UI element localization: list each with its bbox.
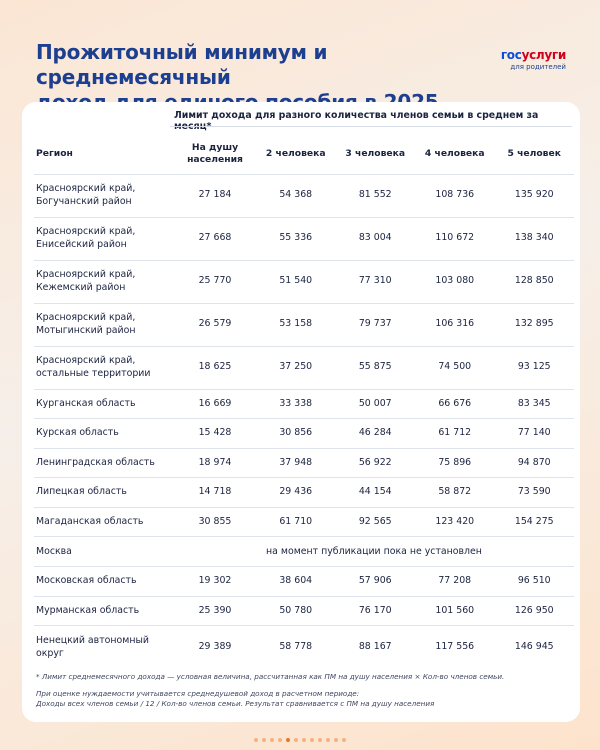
region-name-line1: Ненецкий автономный [36, 635, 149, 646]
region-name-line1: Магаданская область [36, 515, 144, 527]
region-name-line1: Липецкая область [36, 486, 127, 498]
value-three: 88 167 [336, 626, 416, 669]
value-five: 154 275 [495, 507, 575, 537]
col-header-four: 4 человека [415, 134, 495, 174]
not-set-note: на момент публикации пока не установлен [174, 537, 574, 567]
col-header-three: 3 человека [336, 134, 416, 174]
value-four: 123 420 [415, 507, 495, 537]
value-two: 53 158 [256, 303, 336, 346]
col-header-per-capita-line1: На душу [191, 141, 239, 153]
region-name-line2: Мотыгинский район [36, 324, 136, 336]
value-three: 56 922 [336, 448, 416, 478]
value-five: 94 870 [495, 448, 575, 478]
region-cell [34, 389, 174, 419]
region-cell [34, 596, 174, 626]
region-name-line1: Красноярский край, [36, 312, 136, 323]
col-header-per-capita-line2: населения [187, 153, 243, 165]
value-five: 93 125 [495, 346, 575, 389]
value-two: 51 540 [256, 260, 336, 303]
logo-part-2: услуги [521, 48, 566, 62]
table-header-row [34, 134, 574, 174]
value-four: 61 712 [415, 419, 495, 449]
value-five: 77 140 [495, 419, 575, 449]
value-two: 61 710 [256, 507, 336, 537]
value-five: 96 510 [495, 567, 575, 597]
table-row [34, 217, 574, 260]
value-five: 128 850 [495, 260, 575, 303]
table-row [34, 419, 574, 449]
table-row [34, 389, 574, 419]
value-three: 46 284 [336, 419, 416, 449]
value-two: 58 778 [256, 626, 336, 669]
value-three: 77 310 [336, 260, 416, 303]
value-five: 138 340 [495, 217, 575, 260]
page-dot[interactable] [270, 738, 274, 742]
value-per-capita: 16 669 [174, 389, 256, 419]
region-name-line2: Енисейский район [36, 238, 127, 250]
region-name-line2: остальные территории [36, 367, 151, 379]
value-five: 126 950 [495, 596, 575, 626]
value-per-capita: 15 428 [174, 419, 256, 449]
value-three: 55 875 [336, 346, 416, 389]
region-name-line1: Москва [36, 545, 72, 557]
logo-wordmark [501, 48, 566, 62]
value-two: 37 250 [256, 346, 336, 389]
title-line-1: Прожиточный минимум и среднемесячный [36, 40, 328, 89]
table-row [34, 596, 574, 626]
value-two: 38 604 [256, 567, 336, 597]
limit-header: Лимит дохода для разного количества членов семьи в среднем за [174, 110, 539, 121]
value-two: 50 780 [256, 596, 336, 626]
value-five: 83 345 [495, 389, 575, 419]
region-name-line2: Кежемский район [36, 281, 126, 293]
value-four: 101 560 [415, 596, 495, 626]
region-cell [34, 174, 174, 217]
value-three: 92 565 [336, 507, 416, 537]
pagination-dots [0, 727, 600, 746]
value-per-capita: 18 974 [174, 448, 256, 478]
page-dot[interactable] [310, 738, 314, 742]
value-five: 132 895 [495, 303, 575, 346]
page-dot[interactable] [326, 738, 330, 742]
value-five: 146 945 [495, 626, 575, 669]
page-dot[interactable] [262, 738, 266, 742]
value-four: 58 872 [415, 478, 495, 508]
gosuslugi-logo[interactable] [501, 48, 566, 71]
value-two: 30 856 [256, 419, 336, 449]
value-per-capita: 18 625 [174, 346, 256, 389]
region-name-line1: Курская область [36, 427, 119, 439]
value-per-capita: 30 855 [174, 507, 256, 537]
region-name-line2: округ [36, 647, 64, 659]
region-cell [34, 537, 174, 567]
region-name-line1: Красноярский край, [36, 226, 136, 237]
footnote-3: Доходы всех членов семьи / 12 / Кол-во членов семьи. Результат сравнивается с ПМ на душу населения [36, 699, 435, 708]
table-row [34, 174, 574, 217]
value-four: 110 672 [415, 217, 495, 260]
value-five: 73 590 [495, 478, 575, 508]
value-four: 66 676 [415, 389, 495, 419]
col-header-region: Регион [34, 134, 174, 174]
region-cell [34, 303, 174, 346]
value-five: 135 920 [495, 174, 575, 217]
value-per-capita: 27 184 [174, 174, 256, 217]
value-three: 81 552 [336, 174, 416, 217]
table-row [34, 346, 574, 389]
value-two: 33 338 [256, 389, 336, 419]
value-three: 79 737 [336, 303, 416, 346]
region-cell [34, 419, 174, 449]
col-header-two: 2 человека [256, 134, 336, 174]
page-dot[interactable] [302, 738, 306, 742]
value-four: 108 736 [415, 174, 495, 217]
value-three: 57 906 [336, 567, 416, 597]
footnotes [36, 672, 566, 709]
page-dot[interactable] [278, 738, 282, 742]
page-dot[interactable] [294, 738, 298, 742]
value-four: 75 896 [415, 448, 495, 478]
table-row [34, 448, 574, 478]
value-four: 106 316 [415, 303, 495, 346]
income-table [34, 134, 574, 669]
region-name-line2: Богучанский район [36, 195, 132, 207]
table-row [34, 303, 574, 346]
page-dot-active[interactable] [286, 738, 290, 742]
region-cell [34, 260, 174, 303]
region-name-line1: Красноярский край, [36, 355, 136, 366]
region-name-line1: Московская область [36, 575, 137, 587]
value-four: 117 556 [415, 626, 495, 669]
region-name-line1: Красноярский край, [36, 183, 136, 194]
value-two: 54 368 [256, 174, 336, 217]
value-per-capita: 14 718 [174, 478, 256, 508]
table-row [34, 567, 574, 597]
value-three: 44 154 [336, 478, 416, 508]
col-header-per-capita [174, 134, 256, 174]
region-cell [34, 507, 174, 537]
logo-subtitle: для родителей [510, 63, 566, 71]
region-cell [34, 346, 174, 389]
table-row [34, 507, 574, 537]
footnote-1: * Лимит среднемесячного дохода — условная величина, рассчитанная как ПМ на душу населения × Кол-во членов семьи. [36, 672, 505, 681]
value-three: 83 004 [336, 217, 416, 260]
page-dot[interactable] [318, 738, 322, 742]
table-body [34, 174, 574, 669]
region-cell [34, 217, 174, 260]
limit-divider [170, 126, 572, 127]
value-two: 55 336 [256, 217, 336, 260]
value-four: 77 208 [415, 567, 495, 597]
region-name-line1: Ленинградская область [36, 456, 155, 468]
value-per-capita: 27 668 [174, 217, 256, 260]
region-name-line1: Мурманская область [36, 604, 140, 616]
value-two: 29 436 [256, 478, 336, 508]
table-row [34, 537, 574, 567]
value-four: 103 080 [415, 260, 495, 303]
page-dot[interactable] [342, 738, 346, 742]
region-cell [34, 567, 174, 597]
logo-part-1: гос [500, 48, 522, 62]
table-row [34, 626, 574, 669]
page-dot[interactable] [334, 738, 338, 742]
region-cell [34, 478, 174, 508]
page-dot[interactable] [254, 738, 258, 742]
value-three: 50 007 [336, 389, 416, 419]
value-two: 37 948 [256, 448, 336, 478]
region-name-line1: Курганская область [36, 397, 136, 409]
table-card [22, 102, 580, 722]
value-per-capita: 19 302 [174, 567, 256, 597]
value-three: 76 170 [336, 596, 416, 626]
table-row [34, 478, 574, 508]
value-per-capita: 26 579 [174, 303, 256, 346]
value-per-capita: 25 770 [174, 260, 256, 303]
value-four: 74 500 [415, 346, 495, 389]
table-row [34, 260, 574, 303]
region-name-line1: Красноярский край, [36, 269, 136, 280]
region-cell [34, 626, 174, 669]
footnote-2: При оценке нуждаемости учитывается среднедушевой доход в расчетном периоде: [36, 689, 360, 698]
value-per-capita: 25 390 [174, 596, 256, 626]
col-header-five: 5 человек [495, 134, 575, 174]
value-per-capita: 29 389 [174, 626, 256, 669]
region-cell [34, 448, 174, 478]
